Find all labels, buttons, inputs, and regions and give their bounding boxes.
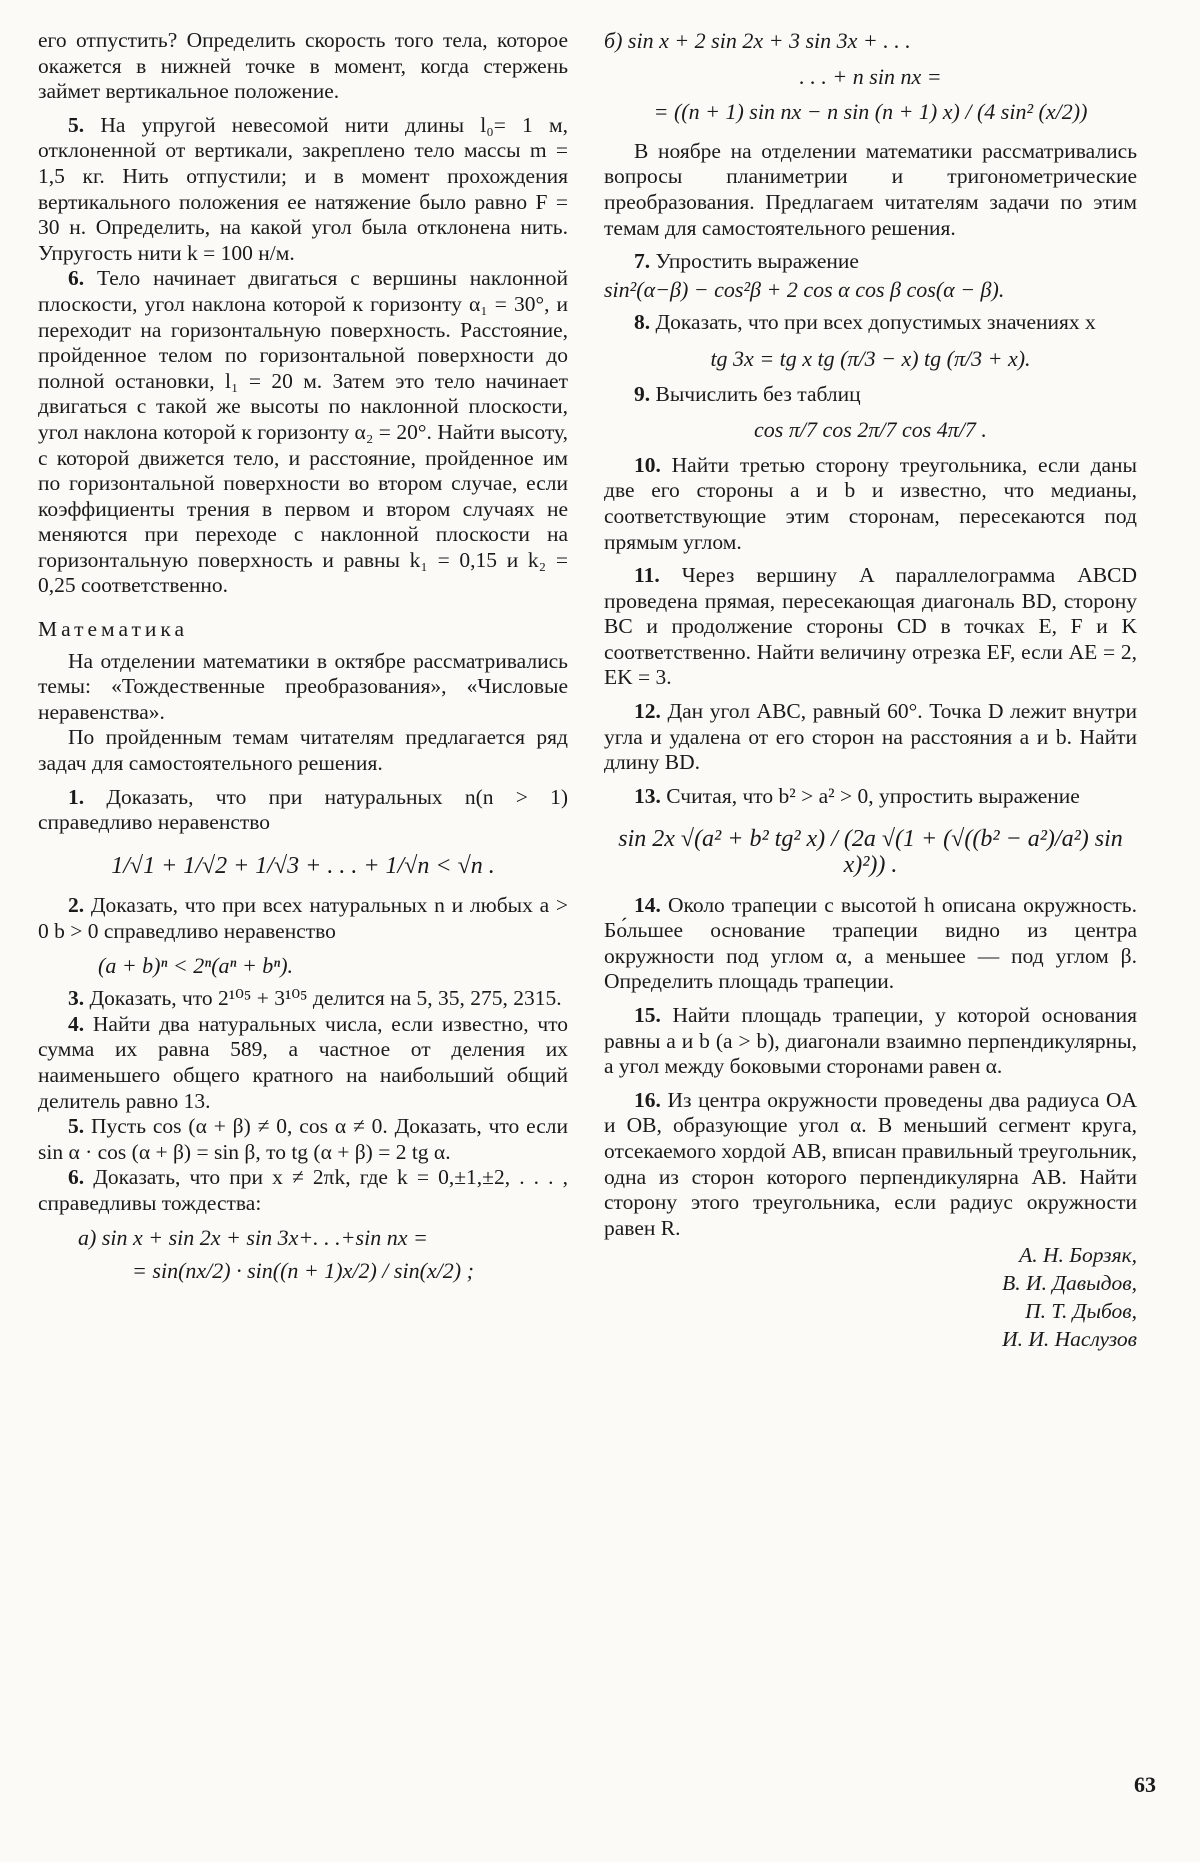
formula-identity-b: б) sin x + 2 sin 2x + 3 sin 3x + . . . xyxy=(604,28,911,53)
problem-math-15: 15. Найти площадь трапеции, у которой основания равны a и b (a > b), диагонали взаимно перпендикулярны, а угол между боковыми сторонами равен α. xyxy=(604,1003,1137,1079)
problem-math-11: 11. Через вершину A параллелограмма ABCD проведена прямая, пересекающая диагональ BD, сторону BC и продолжение стороны CD в точках E, F и K соответственно. Найти величину отрезка EF, если AE = 2, EK = 3. xyxy=(604,563,1137,690)
author-name: В. И. Давыдов, xyxy=(1002,1271,1137,1296)
formula-inequality: 1/√1 + 1/√2 + 1/√3 + . . . + 1/√n < √n . xyxy=(111,852,495,879)
problem-math-5: 5. Пусть cos (α + β) ≠ 0, cos α ≠ 0. Доказать, что если sin α · cos (α + β) = sin β, то tg (α + β) = 2 tg α. xyxy=(38,1114,568,1164)
problem-math-4: 4. Найти два натуральных числа, если известно, что сумма их равна 589, а частное от деления их наименьшего общего кратного на наибольший общий делитель равно 13. xyxy=(38,1011,569,1113)
problem-math-14: 14. Около трапеции с высотой h описана окружность. Бо́льшее основание трапеции видно из центра окружности под углом α, а меньшее — под углом β. Определить площадь трапеции. xyxy=(604,892,1137,994)
november-intro: В ноябре на отделении математики рассматривались вопросы планиметрии и тригонометрические преобразования. Предлагаем читателям задачи по этим темам для самостоятельного решения. xyxy=(604,138,1137,240)
formula-product: cos π/7 cos 2π/7 cos 4π/7 . xyxy=(754,417,987,443)
author-name: И. И. Наслузов xyxy=(1002,1327,1137,1352)
formula-identity-b: . . . + n sin nx = xyxy=(799,63,942,89)
author-signatures xyxy=(604,1241,1137,1353)
author-name: П. Т. Дыбов, xyxy=(1025,1299,1137,1324)
page-number: 63 xyxy=(1134,1772,1156,1797)
formula-fraction: sin 2x √(a² + b² tg² x) / (2a √(1 + (√((b² − a²)/a²) sin x)²)) . xyxy=(618,826,1123,879)
problem-math-1: 1. Доказать, что при натуральных n(n > 1) справедливо неравенство xyxy=(38,784,568,835)
problem-math-10: 10. Найти третью сторону треугольника, если даны две его стороны a и b и известно, что медианы, соответствующие этим сторонам, пересекаются под прямым углом. xyxy=(604,452,1138,554)
problem-math-2: 2. Доказать, что при всех натуральных n и любых a > 0 b > 0 справедливо неравенство xyxy=(38,893,569,943)
formula-expression: sin²(α−β) − cos²β + 2 cos α cos β cos(α − β). xyxy=(604,276,1005,302)
problem-math-3: 3. Доказать, что 2¹⁰⁵ + 3¹⁰⁵ делится на 5, 35, 275, 2315. xyxy=(68,986,562,1011)
intro-paragraph: По пройденным темам читателям предлагается ряд задач для самостоятельного решения. xyxy=(38,725,568,776)
formula-identity-a-result: = sin(nx/2) · sin((n + 1)x/2) / sin(x/2) ; xyxy=(132,1258,474,1284)
problem-math-16: 16. Из центра окружности проведены два радиуса OA и OB, образующие угол α. В меньший сегмент круга, отсекаемого хордой AB, вписан правильный треугольник, одна из сторон которого перпендикулярна AB. Найти сторону этого треугольника, если радиус окружности равен R. xyxy=(604,1087,1137,1240)
paragraph-continuation: его отпустить? Определить скорость того тела, которое окажется в нижней точке в момент, когда стержень займет вертикальное положение. xyxy=(38,28,568,104)
problem-math-9: 9. Вычислить без таблиц xyxy=(634,381,861,406)
problem-math-13: 13. Считая, что b² > a² > 0, упростить выражение xyxy=(634,783,1080,808)
formula-inequality: (a + b)ⁿ < 2ⁿ(aⁿ + bⁿ). xyxy=(98,952,294,978)
problem-math-6: 6. Доказать, что при x ≠ 2πk, где k = 0,±1,±2, . . . , справедливы тождества: xyxy=(38,1165,568,1215)
formula-identity-a: а) sin x + sin 2x + sin 3x+. . .+sin nx = xyxy=(78,1224,428,1250)
problem-math-8: 8. Доказать, что при всех допустимых значениях x xyxy=(634,310,1096,335)
right-column xyxy=(604,28,1137,1353)
problem-physics-5: 5. На упругой невесомой нити длины l₀= 1 м, отклоненной от вертикали, закреплено тело массы m = 1,5 кг. Нить отпустили; и в момент прохождения вертикального положения ее натяжение было равно F = 30 н. Определить, на какой угол была отклонена нить. Упругость нити k = 100 н/м. xyxy=(38,112,569,265)
problem-math-7: 7. Упростить выражение xyxy=(634,249,859,274)
section-title: Математика xyxy=(38,617,189,642)
problem-physics-6: 6. Тело начинает двигаться с вершины наклонной плоскости, угол наклона которой к горизонту α₁ = 30°, и переходит на горизонтальную поверхность. Расстояние, пройденное телом по горизонтальной поверхности до полной остановки, l₁ = 20 м. Затем это тело начинает двигаться с такой же высоты по наклонной плоскости, угол наклона которой к горизонту α₂ = 20°. Найти высоту, с которой движется тело, и расстояние, пройденное им по горизонтальной поверхности во втором случае, если коэффициенты трения в первом и втором случаях не меняются при переходе с наклонной плоскости на горизонтальную поверхность и равны k₁ = 0,15 и k₂ = 0,25 соответственно. xyxy=(38,266,569,598)
formula-identity-b-result: = ((n + 1) sin nx − n sin (n + 1) x) / (4 sin² (x/2)) xyxy=(653,99,1088,125)
problem-math-12: 12. Дан угол ABC, равный 60°. Точка D лежит внутри угла и удалена от его сторон на расстояния a и b. Найти длину BD. xyxy=(604,699,1137,775)
author-name: А. Н. Борзяк, xyxy=(1019,1243,1137,1268)
formula-identity: tg 3x = tg x tg (π/3 − x) tg (π/3 + x). xyxy=(710,345,1031,371)
left-column xyxy=(38,28,568,1298)
intro-paragraph: На отделении математики в октябре рассматривались темы: «Тождественные преобразования», «Числовые неравенства». xyxy=(38,648,568,724)
